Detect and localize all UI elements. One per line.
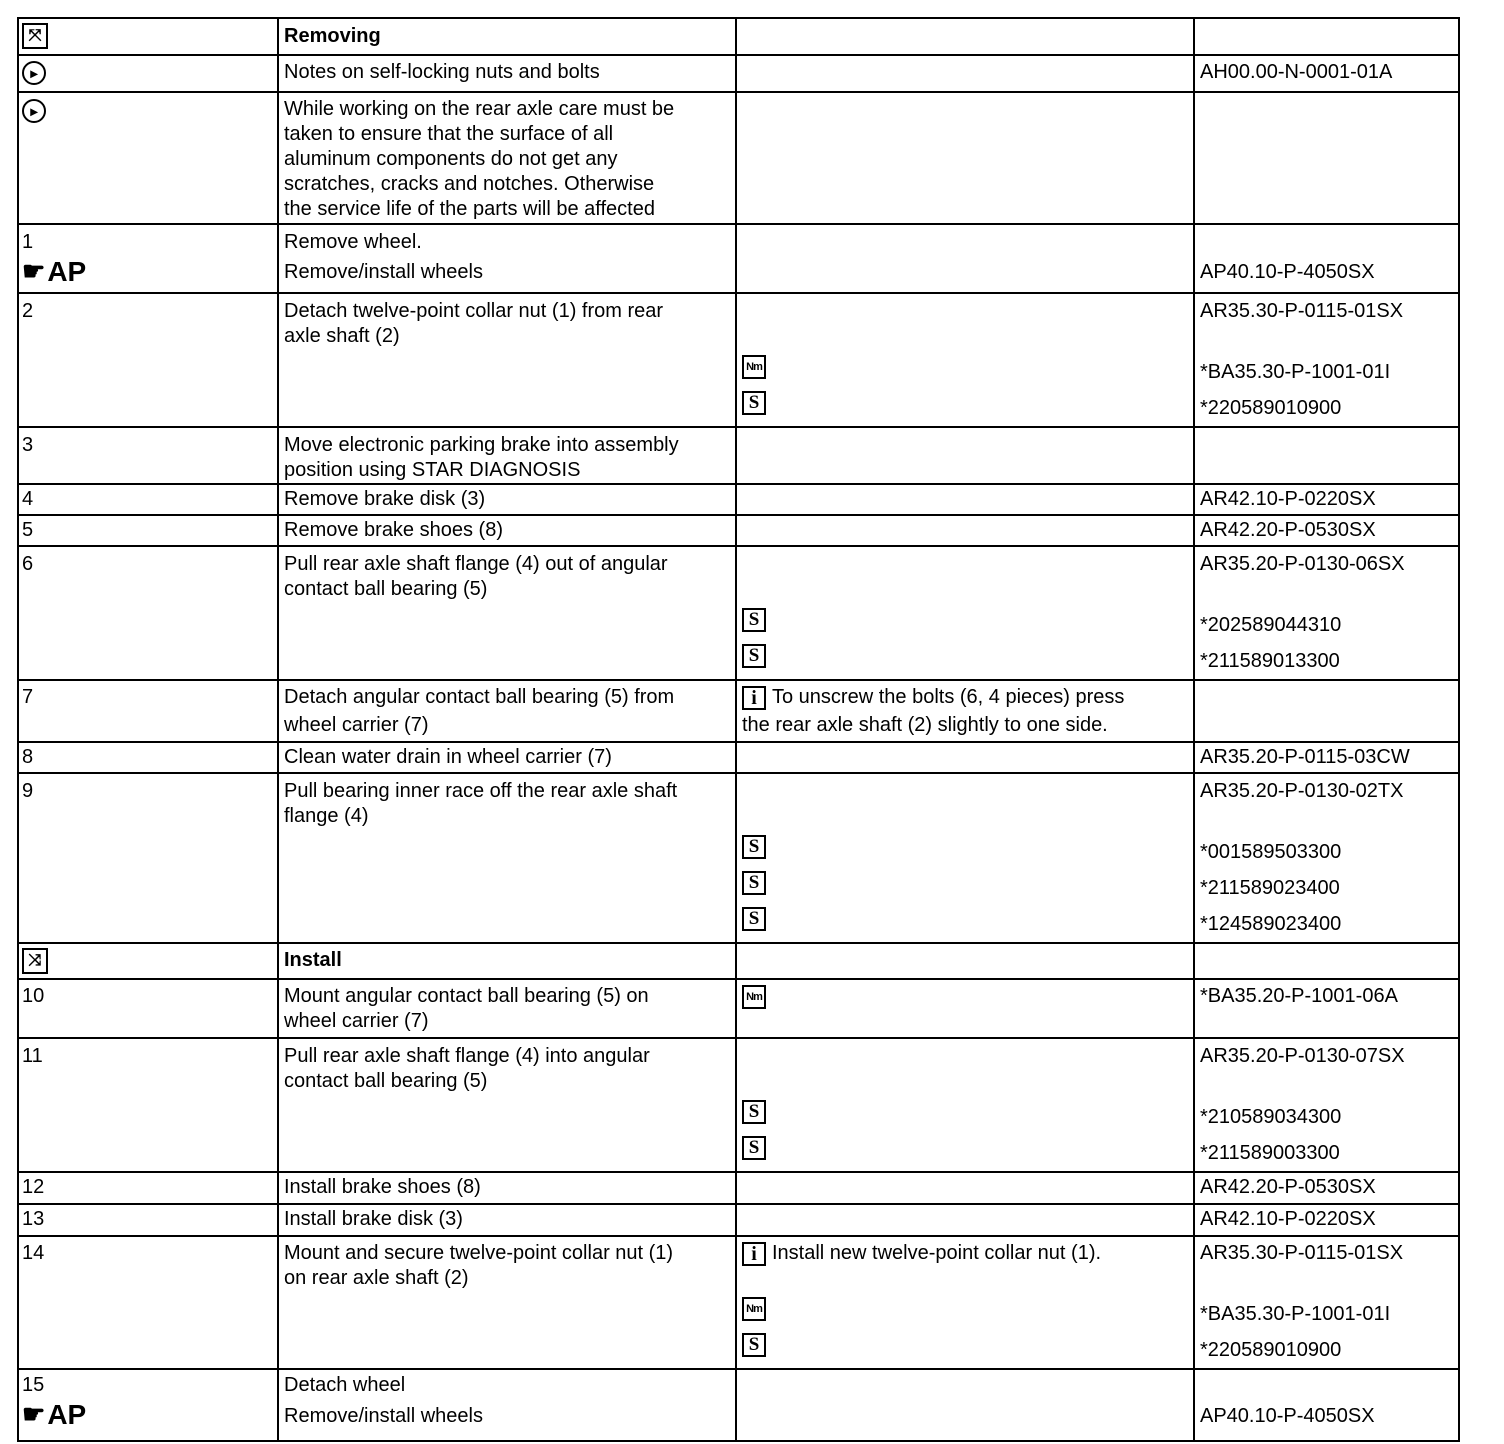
icon-row <box>742 901 1188 937</box>
info-text: the rear axle shaft (2) slightly to one side. <box>742 714 1108 736</box>
table-row <box>18 293 1459 427</box>
cell <box>278 979 736 1038</box>
step-subtext: Remove/install wheels <box>284 1405 483 1427</box>
step-text: Mount angular contact ball bearing (5) on <box>284 985 649 1007</box>
table-row <box>18 224 1459 293</box>
doc-ref: AR35.30-P-0115-01SX <box>1200 1242 1404 1264</box>
table-row <box>18 92 1459 224</box>
cell <box>1194 773 1459 943</box>
cell <box>736 1038 1194 1172</box>
cell <box>278 1038 736 1172</box>
step-number: 1 <box>22 231 34 253</box>
cell <box>278 546 736 680</box>
special-tool-icon: S <box>742 907 766 931</box>
text-line: scratches, cracks and notches. Otherwise <box>284 173 655 195</box>
doc-ref: *BA35.30-P-1001-01I <box>1200 1302 1391 1325</box>
step-text: Detach wheel <box>284 1374 406 1396</box>
cell <box>736 224 1194 293</box>
step-number: 4 <box>18 484 278 515</box>
step-number: 6 <box>18 546 278 680</box>
doc-ref: AH00.00-N-0001-01A <box>1194 55 1459 92</box>
tool-number: *211589013300 <box>1200 649 1340 672</box>
text-line: While working on the rear axle care must be <box>284 98 675 120</box>
step-number: 12 <box>18 1172 278 1204</box>
cell <box>736 55 1194 92</box>
step-number: 11 <box>18 1038 278 1172</box>
step-number: 15 <box>22 1374 45 1396</box>
info-icon: i <box>742 1242 766 1266</box>
section-title-removing: Removing <box>278 18 736 55</box>
cell <box>736 484 1194 515</box>
tool-number: *211589003300 <box>1200 1141 1340 1164</box>
doc-ref: AP40.10-P-4050SX <box>1200 1405 1375 1427</box>
step-number: 14 <box>18 1236 278 1369</box>
table-row <box>18 546 1459 680</box>
step-text: position using STAR DIAGNOSIS <box>284 459 581 481</box>
icon-row <box>742 865 1188 901</box>
cell <box>1194 1236 1459 1369</box>
cell <box>18 224 278 293</box>
cell <box>736 515 1194 546</box>
icon-row <box>742 349 1188 385</box>
cell <box>736 1172 1194 1204</box>
cell <box>278 427 736 484</box>
table-row <box>18 943 1459 979</box>
cell <box>18 1369 278 1441</box>
expand-arrows-icon: ⤧ <box>22 23 48 49</box>
step-text: Pull rear axle shaft flange (4) into angular <box>284 1045 650 1067</box>
table-row <box>18 18 1459 55</box>
cell <box>736 1204 1194 1236</box>
cell <box>18 943 278 979</box>
text-line: taken to ensure that the surface of all <box>284 123 614 145</box>
step-number: 10 <box>18 979 278 1038</box>
special-tool-icon: S <box>742 391 766 415</box>
step-subtext: Remove/install wheels <box>284 261 483 283</box>
ap-label: AP <box>47 255 87 287</box>
table-row <box>18 1236 1459 1369</box>
torque-nm-icon: Nm <box>742 1297 766 1321</box>
tool-number: *220589010900 <box>1200 1338 1342 1361</box>
text-line: the service life of the parts will be affected <box>284 198 655 220</box>
cell <box>736 1369 1194 1441</box>
special-tool-icon: S <box>742 1333 766 1357</box>
text-line: aluminum components do not get any <box>284 148 618 170</box>
ap-reference <box>22 1398 272 1430</box>
table-row <box>18 427 1459 484</box>
cell <box>1194 546 1459 680</box>
doc-ref: AP40.10-P-4050SX <box>1200 261 1375 283</box>
section-title-install: Install <box>278 943 736 979</box>
step-text: contact ball bearing (5) <box>284 578 488 600</box>
info-text: Install new twelve-point collar nut (1). <box>772 1242 1102 1264</box>
doc-ref: AR35.20-P-0130-02TX <box>1200 780 1404 802</box>
icon-row <box>742 829 1188 865</box>
step-text: Pull rear axle shaft flange (4) out of angular <box>284 553 668 575</box>
torque-nm-icon: Nm <box>742 985 766 1009</box>
special-tool-icon: S <box>742 1136 766 1160</box>
cell <box>736 546 1194 680</box>
tool-number: *001589503300 <box>1200 840 1342 863</box>
cell <box>1194 92 1459 224</box>
table-row <box>18 1369 1459 1441</box>
cell <box>1194 427 1459 484</box>
safety-note-icon: ▸ <box>22 61 46 85</box>
special-tool-icon: S <box>742 644 766 668</box>
doc-ref: AR42.10-P-0220SX <box>1194 484 1459 515</box>
cell <box>736 773 1194 943</box>
cell <box>278 773 736 943</box>
table-row <box>18 979 1459 1038</box>
cell <box>18 92 278 224</box>
step-text: Install brake disk (3) <box>278 1204 736 1236</box>
step-number: 3 <box>18 427 278 484</box>
cell <box>736 92 1194 224</box>
cell <box>736 979 1194 1038</box>
step-text: Remove brake disk (3) <box>278 484 736 515</box>
table-row <box>18 1172 1459 1204</box>
step-text: Detach angular contact ball bearing (5) from <box>284 686 675 708</box>
cell <box>736 18 1194 55</box>
doc-ref: *BA35.30-P-1001-01I <box>1200 360 1391 383</box>
step-text: on rear axle shaft (2) <box>284 1267 469 1289</box>
info-icon: i <box>742 686 766 710</box>
cell <box>736 1236 1194 1369</box>
cell <box>1194 224 1459 293</box>
step-number: 5 <box>18 515 278 546</box>
special-tool-icon: S <box>742 608 766 632</box>
cell <box>736 680 1194 742</box>
table-row <box>18 515 1459 546</box>
step-text: axle shaft (2) <box>284 325 400 347</box>
step-text: wheel carrier (7) <box>284 1010 429 1032</box>
collapse-arrows-icon: ⤨ <box>22 948 48 974</box>
doc-ref: AR35.20-P-0130-06SX <box>1200 553 1405 575</box>
cell <box>1194 943 1459 979</box>
special-tool-icon: S <box>742 871 766 895</box>
step-text: Install brake shoes (8) <box>278 1172 736 1204</box>
safety-note-icon: ▸ <box>22 99 46 123</box>
icon-row <box>742 1327 1188 1363</box>
table-row <box>18 55 1459 92</box>
cell <box>1194 1369 1459 1441</box>
step-text: flange (4) <box>284 805 369 827</box>
note-text: Notes on self-locking nuts and bolts <box>278 55 736 92</box>
info-note <box>742 1241 1188 1277</box>
icon-row <box>742 602 1188 638</box>
cell <box>18 55 278 92</box>
procedure-table <box>17 17 1460 1442</box>
doc-ref: AR42.20-P-0530SX <box>1194 515 1459 546</box>
tool-number: *124589023400 <box>1200 912 1342 935</box>
cell <box>278 293 736 427</box>
cell <box>278 1369 736 1441</box>
special-tool-icon: S <box>742 1100 766 1124</box>
tool-number: *211589023400 <box>1200 876 1340 899</box>
pointing-hand-icon: ☛ <box>22 1398 46 1429</box>
cell <box>278 680 736 742</box>
step-text: Detach twelve-point collar nut (1) from rear <box>284 300 664 322</box>
step-text: Remove brake shoes (8) <box>278 515 736 546</box>
step-text: Pull bearing inner race off the rear axle shaft <box>284 780 678 802</box>
cell <box>1194 1038 1459 1172</box>
icon-row <box>742 1094 1188 1130</box>
step-text: contact ball bearing (5) <box>284 1070 488 1092</box>
doc-ref: *BA35.20-P-1001-06A <box>1194 979 1459 1038</box>
doc-ref: AR35.30-P-0115-01SX <box>1200 300 1404 322</box>
step-text: Move electronic parking brake into assembly <box>284 434 679 456</box>
table-row <box>18 1204 1459 1236</box>
cell <box>18 18 278 55</box>
icon-row <box>742 1291 1188 1327</box>
ap-reference <box>22 255 272 287</box>
tool-number: *220589010900 <box>1200 396 1342 419</box>
cell <box>736 742 1194 773</box>
step-text: Remove wheel. <box>284 231 422 253</box>
ap-label: AP <box>47 1398 87 1430</box>
doc-ref: AR42.10-P-0220SX <box>1194 1204 1459 1236</box>
table-row <box>18 773 1459 943</box>
table-row <box>18 484 1459 515</box>
step-number: 9 <box>18 773 278 943</box>
tool-number: *210589034300 <box>1200 1105 1342 1128</box>
icon-row <box>742 385 1188 421</box>
cell <box>736 943 1194 979</box>
step-number: 13 <box>18 1204 278 1236</box>
cell <box>1194 18 1459 55</box>
table-row <box>18 1038 1459 1172</box>
cell <box>278 224 736 293</box>
table-row <box>18 680 1459 742</box>
info-note <box>742 685 1188 713</box>
step-text: Mount and secure twelve-point collar nut (1) <box>284 1242 674 1264</box>
table-row <box>18 742 1459 773</box>
step-text: wheel carrier (7) <box>284 714 429 736</box>
cell <box>1194 293 1459 427</box>
pointing-hand-icon: ☛ <box>22 255 46 286</box>
cell <box>736 427 1194 484</box>
cell <box>736 293 1194 427</box>
torque-nm-icon: Nm <box>742 355 766 379</box>
doc-ref: AR35.20-P-0115-03CW <box>1194 742 1459 773</box>
icon-row <box>742 1130 1188 1166</box>
special-tool-icon: S <box>742 835 766 859</box>
doc-ref: AR35.20-P-0130-07SX <box>1200 1045 1405 1067</box>
icon-row <box>742 638 1188 674</box>
note-text <box>278 92 736 224</box>
step-number: 2 <box>18 293 278 427</box>
info-text: To unscrew the bolts (6, 4 pieces) press <box>772 686 1125 708</box>
doc-ref: AR42.20-P-0530SX <box>1194 1172 1459 1204</box>
step-number: 7 <box>18 680 278 742</box>
tool-number: *202589044310 <box>1200 613 1342 636</box>
cell <box>278 1236 736 1369</box>
step-number: 8 <box>18 742 278 773</box>
step-text: Clean water drain in wheel carrier (7) <box>278 742 736 773</box>
cell <box>1194 680 1459 742</box>
